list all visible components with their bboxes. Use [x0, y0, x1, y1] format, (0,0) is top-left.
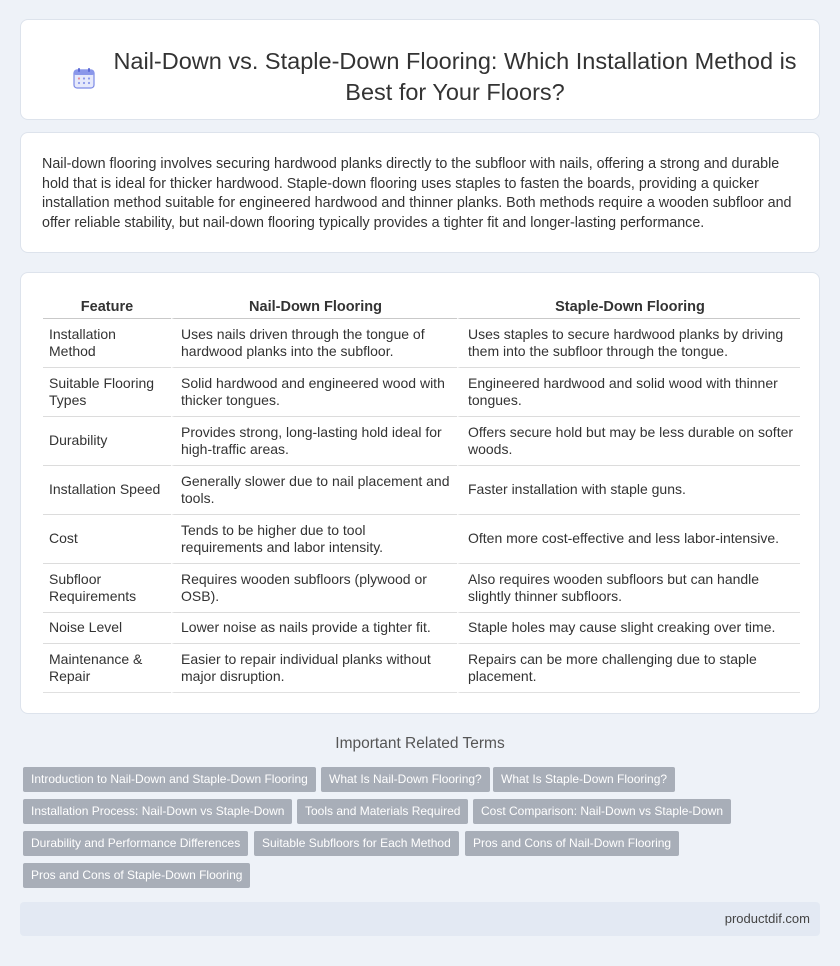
row-feature: Maintenance & Repair: [43, 644, 171, 693]
table-row: [43, 644, 800, 693]
header-nail-down: Nail-Down Flooring: [171, 295, 457, 319]
related-term-tag[interactable]: What Is Staple-Down Flooring?: [493, 767, 675, 792]
row-staple-down: Faster installation with staple guns.: [457, 466, 800, 515]
intro-card: [20, 132, 820, 253]
row-nail-down: Lower noise as nails provide a tighter fit.: [171, 613, 457, 644]
row-nail-down: Provides strong, long-lasting hold ideal for high-traffic areas.: [171, 417, 457, 466]
table-row: [43, 466, 800, 515]
row-feature: Suitable Flooring Types: [43, 368, 171, 417]
table-header-row: [43, 295, 800, 319]
related-term-tag[interactable]: Cost Comparison: Nail-Down vs Staple-Down: [473, 799, 731, 824]
header-staple-down: Staple-Down Flooring: [457, 295, 800, 319]
table-row: [43, 564, 800, 613]
row-nail-down: Generally slower due to nail placement and tools.: [171, 466, 457, 515]
row-feature: Noise Level: [43, 613, 171, 644]
row-feature: Installation Method: [43, 319, 171, 368]
row-nail-down: Tends to be higher due to tool requirements and labor intensity.: [171, 515, 457, 564]
related-term-tag[interactable]: Tools and Materials Required: [297, 799, 468, 824]
row-staple-down: Staple holes may cause slight creaking over time.: [457, 613, 800, 644]
intro-paragraph: Nail-down flooring involves securing hardwood planks directly to the subfloor with nails, offering a strong and durable hold that is ideal for thicker hardwood. Staple-down flooring uses staples to fasten the boards, providing a quicker installation method suitable for engineered hardwood and thinner planks. Both methods require a wooden subfloor and offer reliable stability, but nail-down flooring typically provides a tighter fit and longer-lasting performance.: [42, 156, 792, 231]
related-term-tag[interactable]: Suitable Subfloors for Each Method: [254, 831, 459, 856]
related-term-tag[interactable]: Pros and Cons of Nail-Down Flooring: [465, 831, 679, 856]
row-staple-down: Often more cost-effective and less labor-intensive.: [457, 515, 800, 564]
row-nail-down: Solid hardwood and engineered wood with thicker tongues.: [171, 368, 457, 417]
table-row: [43, 368, 800, 417]
row-nail-down: Uses nails driven through the tongue of hardwood planks into the subfloor.: [171, 319, 457, 368]
table-row: [43, 319, 800, 368]
table-row: [43, 613, 800, 644]
row-staple-down: Uses staples to secure hardwood planks by driving them into the subfloor through the tongue.: [457, 319, 800, 368]
header-feature: Feature: [43, 295, 171, 319]
row-feature: Cost: [43, 515, 171, 564]
calendar-icon: [73, 67, 95, 89]
row-staple-down: Offers secure hold but may be less durable on softer woods.: [457, 417, 800, 466]
footer: [20, 902, 820, 936]
row-nail-down: Requires wooden subfloors (plywood or OSB).: [171, 564, 457, 613]
row-staple-down: Engineered hardwood and solid wood with thinner tongues.: [457, 368, 800, 417]
row-nail-down: Easier to repair individual planks without major disruption.: [171, 644, 457, 693]
page-title: Nail-Down vs. Staple-Down Flooring: Which Installation Method is Best for Your Floors?: [113, 48, 797, 105]
comparison-table: [43, 295, 800, 693]
related-terms-title: Important Related Terms: [335, 735, 505, 752]
row-feature: Installation Speed: [43, 466, 171, 515]
related-term-tag[interactable]: What Is Nail-Down Flooring?: [321, 767, 490, 792]
row-staple-down: Also requires wooden subfloors but can handle slightly thinner subfloors.: [457, 564, 800, 613]
header-card: [20, 19, 820, 120]
related-term-tag[interactable]: Installation Process: Nail-Down vs Staple-Down: [23, 799, 292, 824]
table-row: [43, 417, 800, 466]
footer-site[interactable]: productdif.com: [724, 911, 810, 926]
row-staple-down: Repairs can be more challenging due to staple placement.: [457, 644, 800, 693]
row-feature: Durability: [43, 417, 171, 466]
related-term-tag[interactable]: Durability and Performance Differences: [23, 831, 248, 856]
table-row: [43, 515, 800, 564]
row-feature: Subfloor Requirements: [43, 564, 171, 613]
related-term-tag[interactable]: Pros and Cons of Staple-Down Flooring: [23, 863, 250, 888]
related-term-tag[interactable]: Introduction to Nail-Down and Staple-Down Flooring: [23, 767, 316, 792]
comparison-card: [20, 272, 820, 714]
